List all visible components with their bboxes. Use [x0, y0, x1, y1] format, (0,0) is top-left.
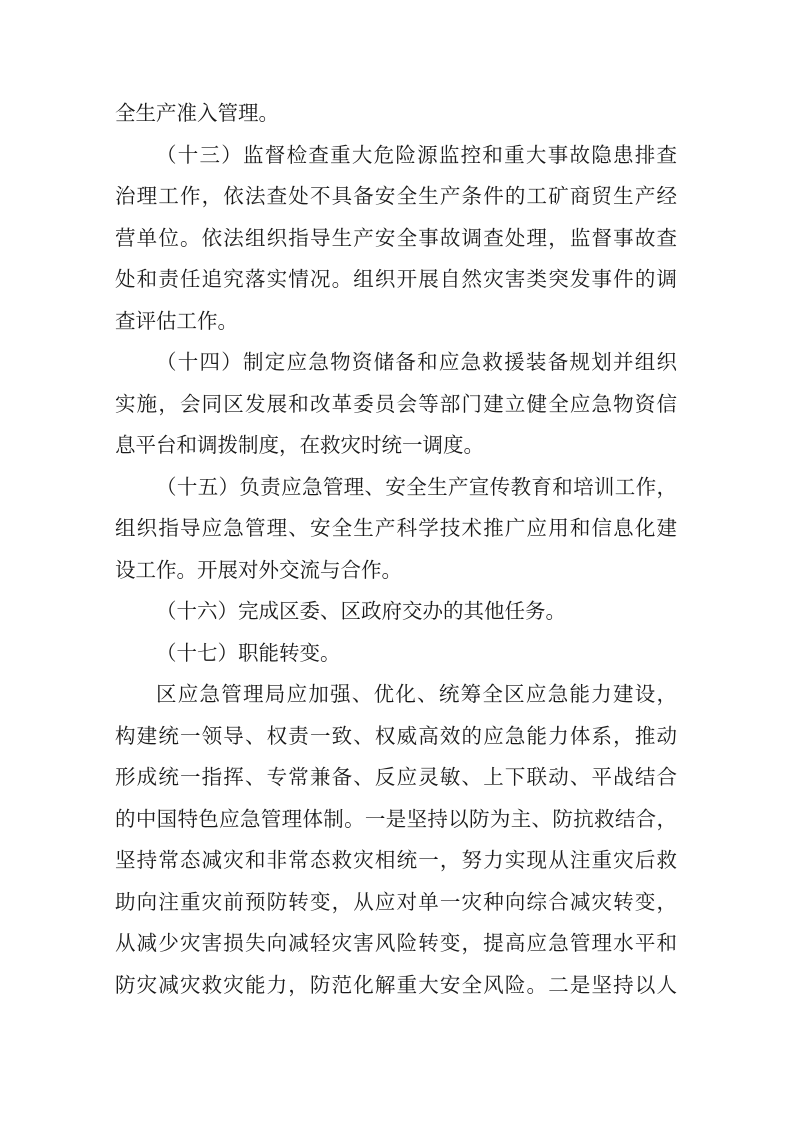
- text-line: （十五）负责应急管理、安全生产宣传教育和培训工作，: [156, 476, 677, 499]
- text-line: 实施，会同区发展和改革委员会等部门建立健全应急物资信: [115, 393, 677, 416]
- text-line: 助向注重灾前预防转变，从应对单一灾种向综合减灾转变，: [115, 891, 677, 914]
- text-line: 构建统一领导、权责一致、权威高效的应急能力体系，推动: [115, 725, 677, 748]
- text-line: 处和责任追究落实情况。组织开展自然灾害类突发事件的调: [115, 269, 677, 291]
- text-line: 全生产准入管理。: [115, 103, 279, 125]
- text-line: 形成统一指挥、专常兼备、反应灵敏、上下联动、平战结合: [115, 767, 677, 789]
- text-line: 的中国特色应急管理体制。一是坚持以防为主、防抗救结合，: [115, 808, 677, 831]
- text-line: （十四）制定应急物资储备和应急救援装备规划并组织: [156, 352, 677, 374]
- text-line: （十三）监督检查重大危险源监控和重大事故隐患排查: [156, 144, 677, 167]
- text-line: （十七）职能转变。: [156, 642, 341, 665]
- text-line: 坚持常态减灾和非常态救灾相统一，努力实现从注重灾后救: [115, 850, 677, 872]
- text-line: 查评估工作。: [115, 310, 238, 333]
- text-line: 设工作。开展对外交流与合作。: [115, 559, 402, 582]
- document-text: [115, 94, 677, 1007]
- text-line: （十六）完成区委、区政府交办的其他任务。: [156, 601, 566, 623]
- text-line: 营单位。依法组织指导生产安全事故调查处理，监督事故查: [115, 227, 677, 250]
- text-line: 治理工作，依法查处不具备安全生产条件的工矿商贸生产经: [115, 186, 677, 208]
- text-line: 组织指导应急管理、安全生产科学技术推广应用和信息化建: [115, 518, 677, 540]
- text-line: 防灾减灾救灾能力，防范化解重大安全风险。二是坚持以人: [115, 974, 677, 997]
- text-line: 区应急管理局应加强、优化、统筹全区应急能力建设，: [156, 684, 677, 706]
- text-line: 从减少灾害损失向减轻灾害风险转变，提高应急管理水平和: [115, 933, 677, 955]
- text-line: 息平台和调拨制度，在救灾时统一调度。: [115, 435, 484, 457]
